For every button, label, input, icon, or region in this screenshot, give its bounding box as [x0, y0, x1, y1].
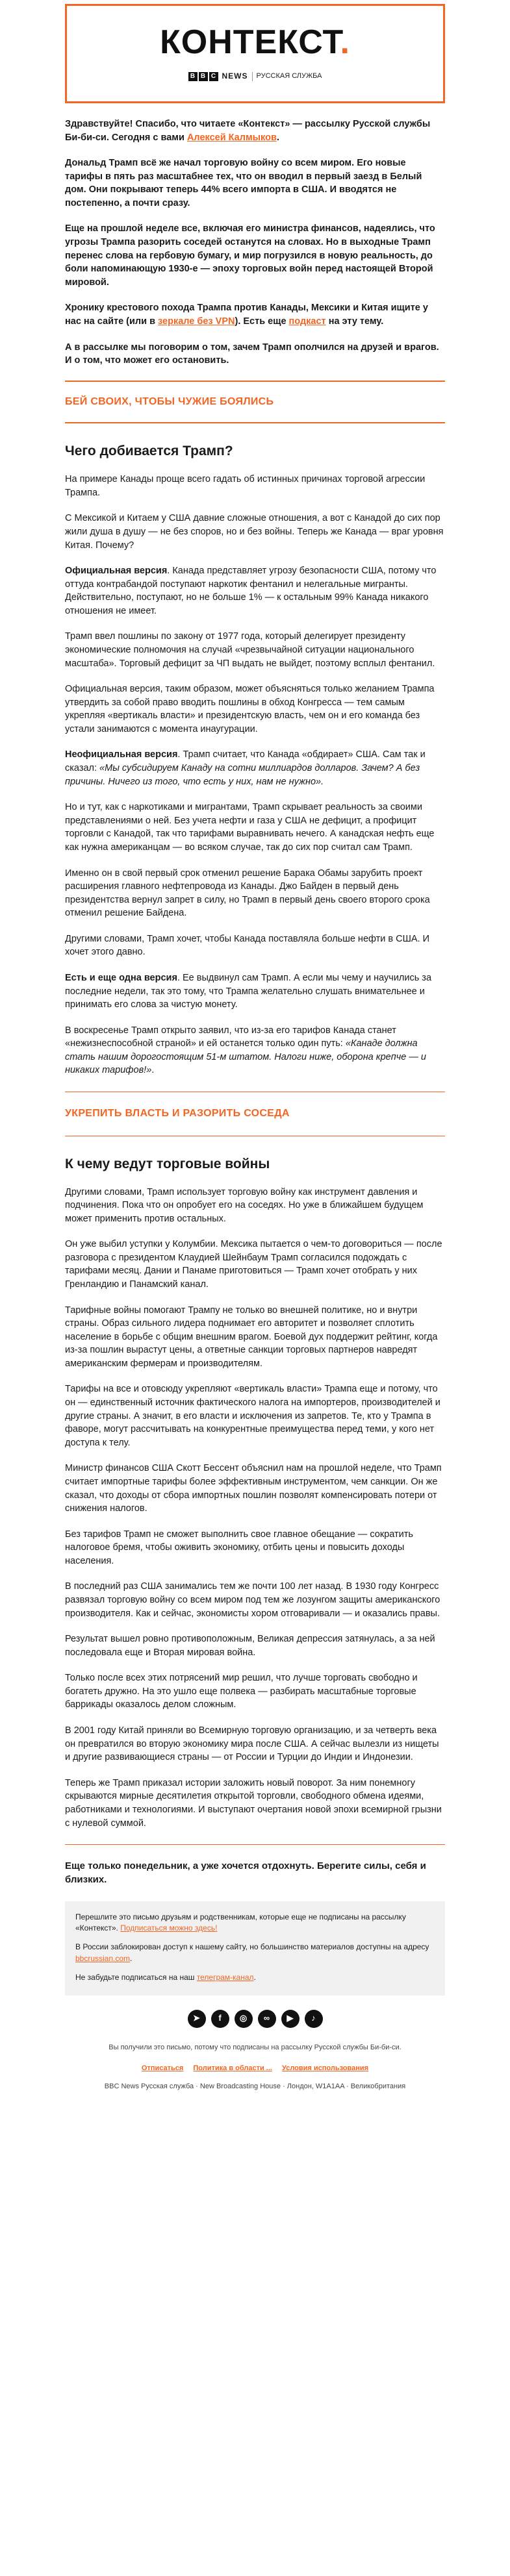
greeting-end: . — [276, 132, 279, 143]
mirror-link[interactable]: зеркале без VPN — [158, 316, 235, 327]
body-paragraph: Без тарифов Трамп не сможет выполнить свое главное обещание — сократить налоговое бремя, чтобы оживить экономику, отбить цены и повысить доходы населения. — [65, 1529, 413, 1566]
paragraph-lead: Неофициальная версия — [65, 749, 178, 760]
body-paragraph: Трамп ввел пошлины по закону от 1977 года, который делегирует президенту экономические полномочия на случай «чрезвычайной ситуации национального масштаба». Торговый дефицит за ЧП выдать не выйдет, поэтому всплыл фентанил. — [65, 631, 435, 669]
body-paragraph — [65, 971, 445, 1012]
brand-separator — [252, 72, 253, 81]
body-paragraph: В последний раз США занимались тем же почти 100 лет назад. В 1930 году Конгресс развязал торговую войну со всем миром под тем же лозунгом защиты американского производителя. Как и сейчас, экономисты хором отговаривали — и оказались правы. — [65, 1581, 440, 1619]
footer-info-box — [65, 1901, 445, 1995]
section-divider — [65, 422, 445, 423]
text-span: ). Есть еще — [235, 316, 289, 327]
body-paragraph: Он уже выбил уступки у Колумбии. Мексика пытается о чем-то договориться — после разговора с президентом Клаудией Шейнбаум Трамп согласился подождать с тарифами месяц. Дании и Панаме приготовиться — Трамп хочет отобрать у них Гренландию и Панамский канал. — [65, 1239, 442, 1290]
body-paragraph: Министр финансов США Скотт Бессент объяснил нам на прошлой неделе, что Трамп считает импортные тарифы более эффективным инструментом, чем санкции. Он же сказал, что доходы от сбора импортных пошлин позволят компенсировать потери от снижения налогов. — [65, 1463, 442, 1514]
postal-address: BBC News Русская служба · New Broadcasting House · Лондон, W1A1AA · Великобритания — [104, 2082, 406, 2091]
text-span: Перешлите это письмо друзьям и родственникам, которые еще не подписаны на рассылку «Контекст». — [75, 1912, 406, 1933]
section-title: К чему ведут торговые войны — [65, 1156, 270, 1171]
quote: «Мы субсидируем Канаду на сотни миллиардов долларов. Зачем? А без причины. Ничего из того, что есть у них, нам не нужно». — [65, 763, 420, 787]
section-divider — [65, 1844, 445, 1845]
subscribe-link[interactable]: Подписаться можно здесь! — [120, 1923, 218, 1933]
footer-paragraph — [75, 1942, 435, 1964]
text-span: на эту тему. — [325, 316, 384, 327]
instagram-icon[interactable]: ◎ — [235, 2010, 253, 2028]
body-paragraph: Теперь же Трамп приказал истории заложить новый поворот. За ним понемногу скрываются мирные десятилетия открытой торговли, свободного обмена идеями, работниками и технологиями. И выступают очертания новой эпохи всемирной грызни с нулевой суммой. — [65, 1777, 442, 1829]
text-span: . — [130, 1953, 133, 1963]
bbc-block-b2: B — [199, 72, 208, 81]
paragraph-lead: Есть и еще одна версия — [65, 972, 177, 983]
bbc-block-b1: B — [188, 72, 198, 81]
text-span: Не забудьте подписаться на наш — [75, 1973, 197, 1982]
body-paragraph: На примере Канады проще всего гадать об истинных причинах торговой агрессии Трампа. — [65, 474, 426, 498]
section-divider — [65, 381, 445, 382]
kontekst-logo — [67, 24, 443, 60]
logo-dot: . — [340, 23, 350, 61]
bbc-brand-row — [67, 71, 443, 82]
body-paragraph: Тарифные войны помогают Трампу не только во внешней политике, но и внутри страны. Образ сильного лидера поднимает его авторитет и позволяет сплотить население в борьбе с общим внешним врагом. Боевой дух поддержит рейтинг, когда из-за пошлин вырастут цены, а ответные санкции торговых партнеров навредят американским фермерам и производителям. — [65, 1305, 438, 1369]
text-span: . — [253, 1973, 256, 1982]
body-paragraph: Именно он в свой первый срок отменил решение Барака Обамы зарубить проект расширения главного нефтепровода из Канады. Джо Байден в первый день президентства вернул запрет в силу, но Трамп в первый день своего второго срока отменил решение Байдена. — [65, 868, 430, 919]
quote: «Канаде должна стать нашим дорогостоящим 51-м штатом. Налоги ниже, оборона крепче — и никаких тарифов!» — [65, 1038, 426, 1076]
social-links — [65, 2010, 445, 2028]
text-span: . Канада представляет угрозу безопасности США, потому что оттуда контрабандой поступают наркотик фентанил и нелегальные мигранты. Действительно, поступают, но не больше 1% — к остальным 99% Канада никакого отношения не имеет. — [65, 566, 437, 616]
bbc-logo — [188, 72, 218, 81]
closing-note: Еще только понедельник, а уже хочется отдохнуть. Берегите силы, себя и близких. — [65, 1860, 426, 1886]
text-span: В России заблокирован доступ к нашему сайту, но большинство материалов доступны на адресу — [75, 1942, 429, 1952]
body-paragraph: Другими словами, Трамп использует торговую войну как инструмент давления и подчинения. Пока что он опробует его на соседях. Но уже в ближайшем будущем может применить против остальных. — [65, 1186, 424, 1224]
body-paragraph — [65, 1024, 445, 1077]
site-mirror-link[interactable]: bbcrussian.com — [75, 1953, 131, 1963]
body-paragraph — [65, 748, 445, 788]
intro-paragraph: Еще на прошлой неделе все, включая его министра финансов, надеялись, что угрозы Трампа разорить соседей останутся на словах. Но в выходные Трамп перенес слова на гербовую бумагу, и мир погрузился в новую реальность, до боли напоминающую 1930-е — эпоху торговых войн перед настоящей Второй мировой. — [65, 223, 435, 288]
text-span: В воскресенье Трамп открыто заявил, что из-за его тарифов Канада станет «нежизнеспособной страной» и ей останется только один путь: — [65, 1025, 396, 1049]
body-paragraph: Только после всех этих потрясений мир решил, что лучше торговать свободно и богатеть дружно. На это ушло еще полвека — разбирать масштабные торговые баррикады оказалось делом сложным. — [65, 1673, 418, 1710]
intro-section — [65, 118, 445, 368]
paragraph-lead: Официальная версия — [65, 566, 168, 577]
body-paragraph: Результат вышел ровно противоположным, Великая депрессия затянулась, а за ней последовала еще и Вторая мировая война. — [65, 1634, 435, 1658]
motto-heading: УКРЕПИТЬ ВЛАСТЬ И РАЗОРИТЬ СОСЕДА — [65, 1108, 290, 1119]
telegram-icon[interactable]: ➤ — [188, 2010, 206, 2028]
podcast-link[interactable]: подкаст — [288, 316, 326, 327]
body-paragraph: В 2001 году Китай приняли во Всемирную торговую организацию, и за четверть века он превратился во вторую экономику мира после США. А сейчас вылезли из нищеты и другие развивающиеся страны — от России и Турции до Индии и Индонезии. — [65, 1725, 439, 1763]
greeting-text: Здравствуйте! Спасибо, что читаете «Контекст» — рассылку Русской службы Би-би-си. Сегодня с вами — [65, 119, 431, 143]
newsletter-page — [0, 4, 510, 2110]
facebook-icon[interactable]: f — [211, 2010, 229, 2028]
intro-paragraph: А в рассылке мы поговорим о том, зачем Трамп ополчился на друзей и врагов. И о том, что может его остановить. — [65, 342, 439, 366]
text-span: Хронику крестового похода Трампа против Канады, Мексики и Китая ищите у нас на сайте (или в — [65, 303, 428, 327]
content-container — [65, 4, 445, 2104]
intro-paragraph — [65, 301, 445, 328]
intro-greeting — [65, 118, 445, 144]
terms-link[interactable]: Условия использования — [282, 2064, 369, 2072]
logo-text: КОНТЕКСТ — [160, 23, 340, 61]
footer-paragraph — [75, 1972, 435, 1983]
body-paragraph — [65, 564, 445, 618]
body-paragraph: С Мексикой и Китаем у США давние сложные отношения, а вот с Канадой до сих пор жили душа в душу — не без споров, но и без войны. Теперь же Канада — враг уровня Китая. Почему? — [65, 513, 444, 551]
author-link[interactable]: Алексей Калмыков — [186, 132, 277, 143]
body-paragraph: Официальная версия, таким образом, может объясняться только желанием Трампа утвердить за собой право вводить пошлины в обход Конгресса — тем самым укрепляя «вертикаль власти» и президентскую власть, чем он и его команда без устали занимаются с момента инаугурации. — [65, 684, 435, 734]
tiktok-icon[interactable]: ♪ — [305, 2010, 323, 2028]
news-label: NEWS — [222, 71, 248, 81]
subscription-note: Вы получили это письмо, потому что подписаны на рассылку Русской службы Би-би-си. — [108, 2043, 402, 2051]
telegram-channel-link[interactable]: телеграм-канал — [196, 1973, 254, 1982]
privacy-link[interactable]: Политика в области ... — [193, 2064, 272, 2072]
vk-icon[interactable]: ∞ — [258, 2010, 276, 2028]
footer-links — [65, 2064, 445, 2074]
text-span: . Трамп считает, что Канада «обдирает» США. Сам так и сказал: — [65, 749, 426, 774]
body-paragraph: Другими словами, Трамп хочет, чтобы Канада поставляла больше нефти в США. И хочет этого давно. — [65, 933, 430, 958]
masthead — [65, 4, 445, 103]
unsubscribe-link[interactable]: Отписаться — [141, 2064, 184, 2072]
text-span: . — [151, 1065, 155, 1076]
service-label: РУССКАЯ СЛУЖБА — [256, 71, 322, 80]
youtube-icon[interactable]: ▶ — [281, 2010, 300, 2028]
text-span: . Ее выдвинул сам Трамп. А если мы чему и научились за последние недели, так это тому, что Трампа желательно слушать внимательнее и принимать его слова за чистую монету. — [65, 972, 432, 1010]
intro-paragraph: Дональд Трамп всё же начал торговую войну со всем миром. Его новые тарифы в пять раз масштабнее тех, что он вводил в первый заезд в Белый дом. Они покрывают теперь 44% всего импорта в США. И вводятся не постепенно, а почти сразу. — [65, 158, 422, 208]
section-title: Чего добивается Трамп? — [65, 444, 233, 459]
bbc-block-c: C — [209, 72, 218, 81]
body-paragraph: Тарифы на все и отовсюду укрепляют «вертикаль власти» Трампа еще и потому, что он — единственный источник фактического налога на импортеров, производителей и другие страны. А значит, в его власти и исключения из запретов. Те, кто у Трампа в фаворе, могут рассчитывать на конкурентные преимущества перед теми, у кого нет доступа к телу. — [65, 1384, 440, 1448]
footer-paragraph — [75, 1912, 435, 1934]
body-paragraph: Но и тут, как с наркотиками и мигрантами, Трамп скрывает реальность за своими представлениями о ней. Без учета нефти и газа у США не дефицит, а профицит торговли с Канадой, так что тарифами выравнивать нечего. А канадская нефть еще как нужна американцам — во всяком случае, так до сих пор считал сам Трамп. — [65, 802, 435, 853]
motto-heading: БЕЙ СВОИХ, ЧТОБЫ ЧУЖИЕ БОЯЛИСЬ — [65, 395, 274, 407]
